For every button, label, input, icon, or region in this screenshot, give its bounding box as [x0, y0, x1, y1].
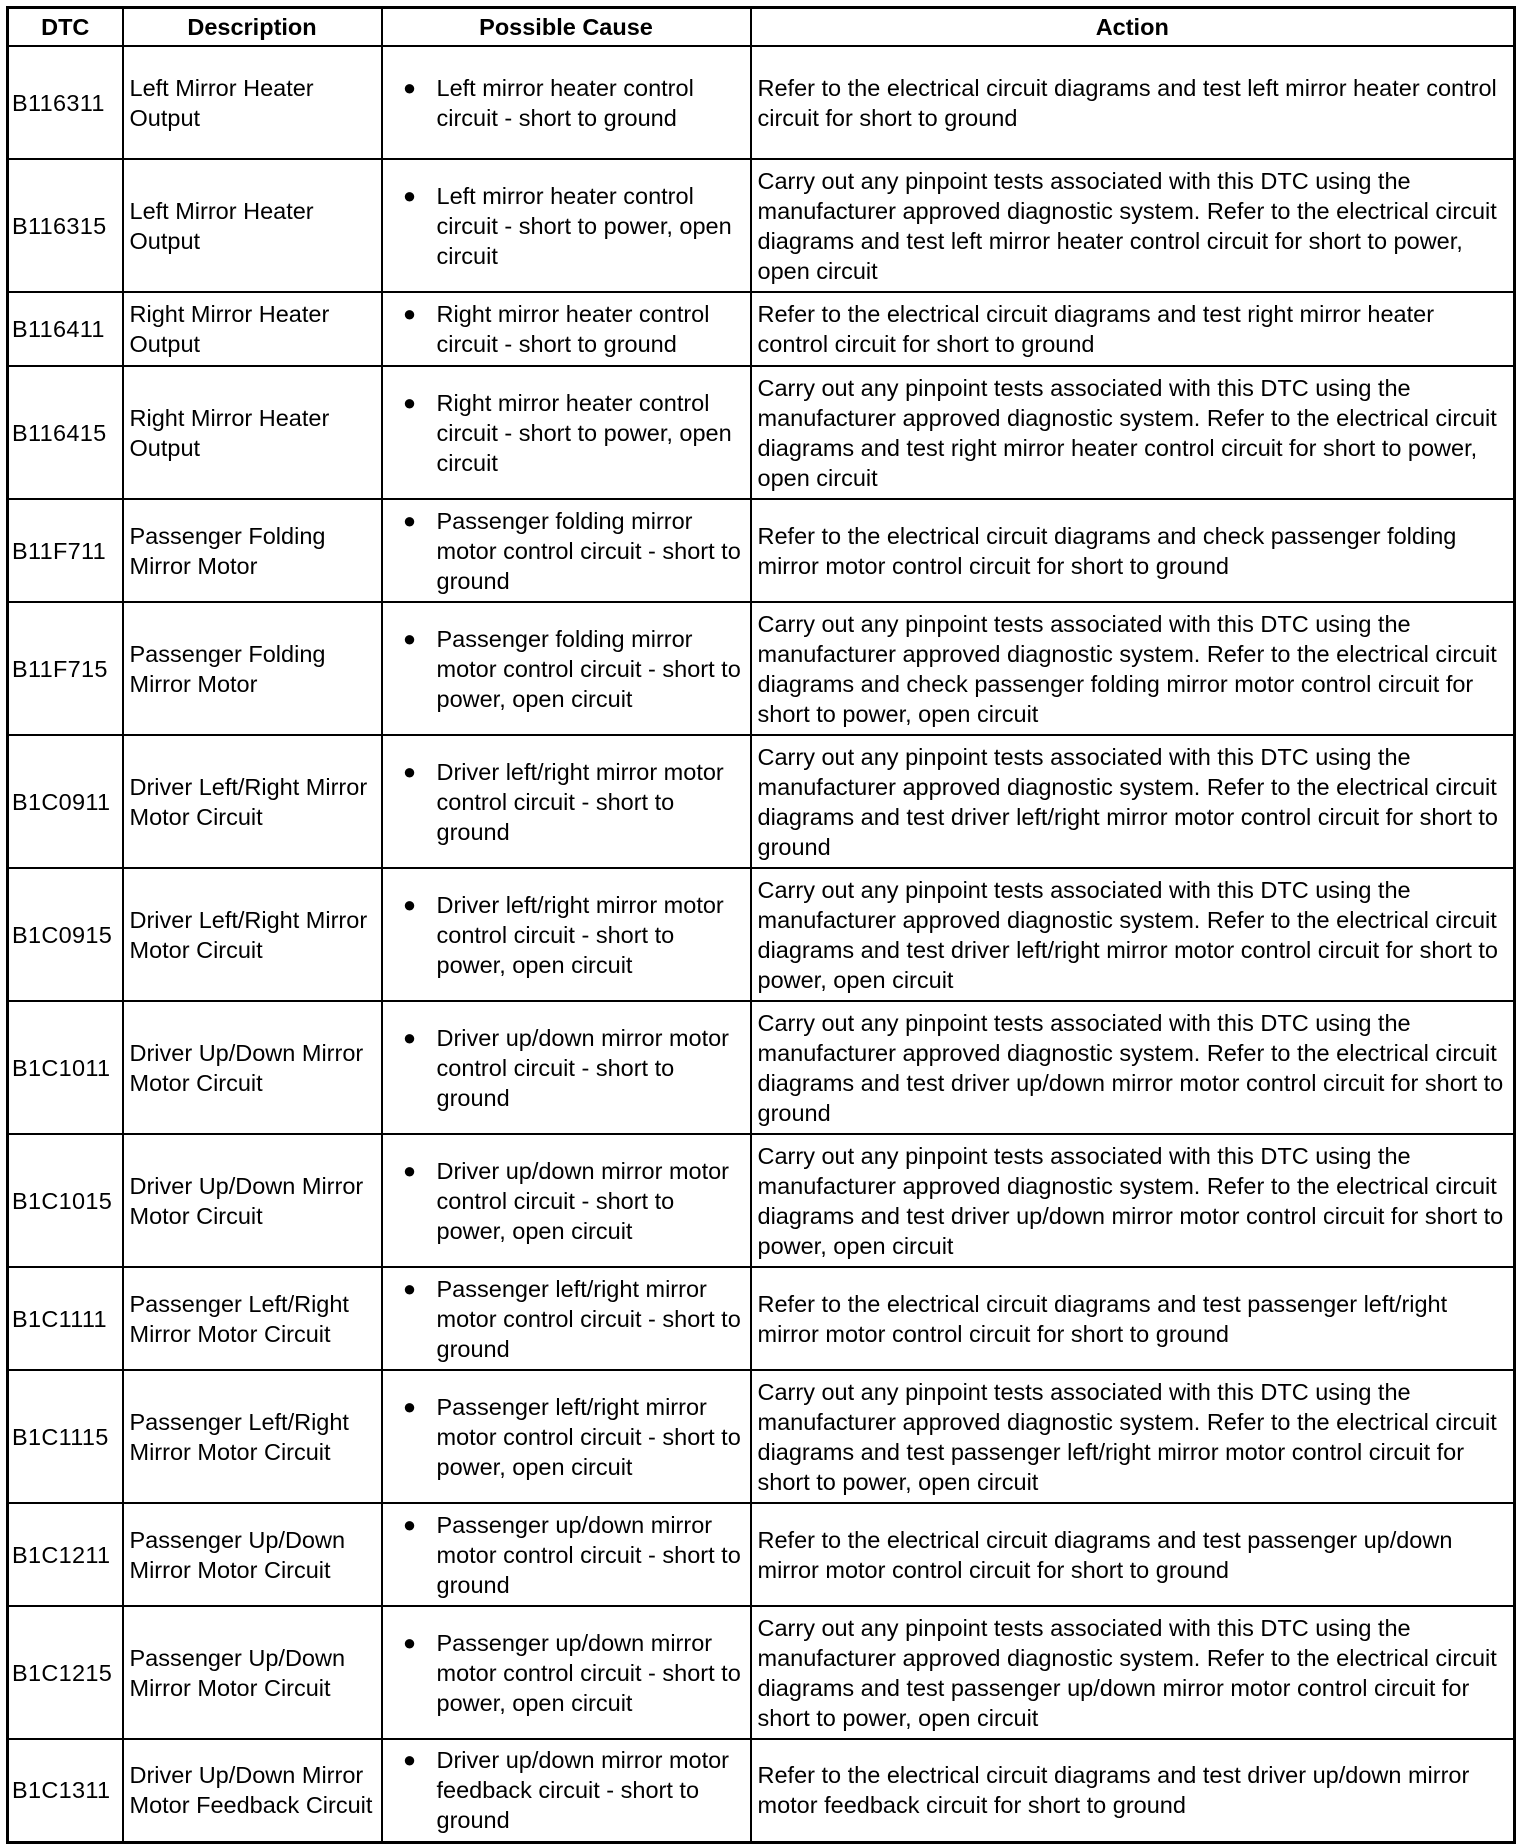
bullet-icon: ●	[402, 74, 417, 100]
action-text: Refer to the electrical circuit diagrams and test right mirror heater control circuit for short to ground	[751, 292, 1515, 366]
bullet-icon: ●	[402, 1511, 417, 1537]
dtc-code: B116411	[8, 292, 123, 366]
cause-text: Left mirror heater control circuit - short to power, open circuit	[436, 182, 732, 269]
dtc-code: B1C0915	[8, 868, 123, 1001]
action-text: Carry out any pinpoint tests associated with this DTC using the manufacturer approved diagnostic system. Refer to the electrical circuit diagrams and test driver up/down mirror motor control circuit for short to power, open circuit	[751, 1134, 1515, 1267]
possible-cause	[382, 868, 751, 1001]
bullet-icon: ●	[402, 1157, 417, 1183]
action-text: Refer to the electrical circuit diagrams and test driver up/down mirror motor feedback circuit for short to ground	[751, 1739, 1515, 1842]
table-body	[8, 46, 1515, 1842]
table-row	[8, 1001, 1515, 1134]
cause-text: Passenger left/right mirror motor control circuit - short to ground	[436, 1275, 741, 1362]
bullet-icon: ●	[402, 625, 417, 651]
bullet-icon: ●	[402, 891, 417, 917]
dtc-code: B116311	[8, 46, 123, 159]
action-text: Refer to the electrical circuit diagrams and test passenger up/down mirror motor control circuit for short to ground	[751, 1503, 1515, 1606]
action-text: Carry out any pinpoint tests associated with this DTC using the manufacturer approved diagnostic system. Refer to the electrical circuit diagrams and test driver left/right mirror motor control circuit for short to ground	[751, 735, 1515, 868]
dtc-description: Driver Up/Down Mirror Motor Circuit	[123, 1001, 382, 1134]
dtc-description: Passenger Folding Mirror Motor	[123, 499, 382, 602]
dtc-description: Driver Up/Down Mirror Motor Circuit	[123, 1134, 382, 1267]
cause-text: Passenger up/down mirror motor control circuit - short to power, open circuit	[436, 1629, 741, 1716]
cause-text: Right mirror heater control circuit - short to power, open circuit	[436, 389, 732, 476]
possible-cause	[382, 1370, 751, 1503]
action-text: Carry out any pinpoint tests associated with this DTC using the manufacturer approved diagnostic system. Refer to the electrical circuit diagrams and test passenger up/down mirror motor control circuit for short to power, open circuit	[751, 1606, 1515, 1739]
table-row	[8, 1370, 1515, 1503]
bullet-icon: ●	[402, 1629, 417, 1655]
dtc-code: B116415	[8, 366, 123, 499]
header-description: Description	[123, 8, 382, 47]
table-row	[8, 1606, 1515, 1739]
header-row	[8, 8, 1515, 47]
bullet-icon: ●	[402, 1275, 417, 1301]
possible-cause	[382, 1739, 751, 1842]
dtc-description: Driver Left/Right Mirror Motor Circuit	[123, 735, 382, 868]
header-dtc: DTC	[8, 8, 123, 47]
cause-text: Driver left/right mirror motor control circuit - short to power, open circuit	[436, 891, 724, 978]
table-row	[8, 1134, 1515, 1267]
dtc-description: Driver Left/Right Mirror Motor Circuit	[123, 868, 382, 1001]
action-text: Carry out any pinpoint tests associated with this DTC using the manufacturer approved diagnostic system. Refer to the electrical circuit diagrams and test left mirror heater control circuit for short to power, open circuit	[751, 159, 1515, 292]
table-row	[8, 735, 1515, 868]
cause-text: Driver up/down mirror motor control circuit - short to ground	[436, 1024, 730, 1111]
action-text: Carry out any pinpoint tests associated with this DTC using the manufacturer approved diagnostic system. Refer to the electrical circuit diagrams and check passenger folding mirror motor control circuit for short to power, open circuit	[751, 602, 1515, 735]
header-action: Action	[751, 8, 1515, 47]
action-text: Carry out any pinpoint tests associated with this DTC using the manufacturer approved diagnostic system. Refer to the electrical circuit diagrams and test driver left/right mirror motor control circuit for short to power, open circuit	[751, 868, 1515, 1001]
possible-cause	[382, 366, 751, 499]
possible-cause	[382, 1267, 751, 1370]
cause-text: Driver up/down mirror motor control circuit - short to power, open circuit	[436, 1157, 730, 1244]
dtc-description: Passenger Folding Mirror Motor	[123, 602, 382, 735]
action-text: Carry out any pinpoint tests associated with this DTC using the manufacturer approved diagnostic system. Refer to the electrical circuit diagrams and test driver up/down mirror motor control circuit for short to ground	[751, 1001, 1515, 1134]
table-header	[8, 8, 1515, 47]
action-text: Refer to the electrical circuit diagrams and test passenger left/right mirror motor control circuit for short to ground	[751, 1267, 1515, 1370]
dtc-code: B1C1215	[8, 1606, 123, 1739]
cause-text: Left mirror heater control circuit - short to ground	[436, 74, 694, 131]
table-row	[8, 366, 1515, 499]
cause-text: Passenger left/right mirror motor control circuit - short to power, open circuit	[436, 1393, 741, 1480]
possible-cause	[382, 499, 751, 602]
dtc-description: Passenger Up/Down Mirror Motor Circuit	[123, 1606, 382, 1739]
cause-text: Passenger up/down mirror motor control circuit - short to ground	[436, 1511, 741, 1598]
possible-cause	[382, 292, 751, 366]
cause-text: Passenger folding mirror motor control circuit - short to power, open circuit	[436, 625, 741, 712]
action-text: Refer to the electrical circuit diagrams and test left mirror heater control circuit for short to ground	[751, 46, 1515, 159]
possible-cause	[382, 1606, 751, 1739]
possible-cause	[382, 602, 751, 735]
table-row	[8, 1503, 1515, 1606]
possible-cause	[382, 1001, 751, 1134]
dtc-code: B1C1111	[8, 1267, 123, 1370]
header-possible-cause: Possible Cause	[382, 8, 751, 47]
dtc-description: Right Mirror Heater Output	[123, 366, 382, 499]
bullet-icon: ●	[402, 182, 417, 208]
possible-cause	[382, 159, 751, 292]
possible-cause	[382, 735, 751, 868]
table-row	[8, 292, 1515, 366]
bullet-icon: ●	[402, 1024, 417, 1050]
dtc-description: Passenger Up/Down Mirror Motor Circuit	[123, 1503, 382, 1606]
table-row	[8, 1267, 1515, 1370]
action-text: Refer to the electrical circuit diagrams and check passenger folding mirror motor control circuit for short to ground	[751, 499, 1515, 602]
action-text: Carry out any pinpoint tests associated with this DTC using the manufacturer approved diagnostic system. Refer to the electrical circuit diagrams and test passenger left/right mirror motor control circuit for short to power, open circuit	[751, 1370, 1515, 1503]
dtc-code: B1C1011	[8, 1001, 123, 1134]
dtc-code: B11F715	[8, 602, 123, 735]
dtc-code: B1C1311	[8, 1739, 123, 1842]
cause-text: Right mirror heater control circuit - short to ground	[436, 301, 710, 357]
dtc-description: Left Mirror Heater Output	[123, 159, 382, 292]
possible-cause	[382, 46, 751, 159]
dtc-description: Passenger Left/Right Mirror Motor Circuit	[123, 1267, 382, 1370]
cause-text: Driver left/right mirror motor control circuit - short to ground	[436, 758, 724, 845]
cause-text: Driver up/down mirror motor feedback circuit - short to ground	[436, 1747, 730, 1834]
dtc-description: Left Mirror Heater Output	[123, 46, 382, 159]
cause-text: Passenger folding mirror motor control circuit - short to ground	[436, 507, 741, 594]
bullet-icon: ●	[402, 301, 417, 326]
table-row	[8, 159, 1515, 292]
bullet-icon: ●	[402, 507, 417, 533]
action-text: Carry out any pinpoint tests associated with this DTC using the manufacturer approved diagnostic system. Refer to the electrical circuit diagrams and test right mirror heater control circuit for short to power, open circuit	[751, 366, 1515, 499]
table-row	[8, 868, 1515, 1001]
dtc-code: B11F711	[8, 499, 123, 602]
dtc-description: Passenger Left/Right Mirror Motor Circuit	[123, 1370, 382, 1503]
bullet-icon: ●	[402, 389, 417, 415]
dtc-description: Right Mirror Heater Output	[123, 292, 382, 366]
dtc-code: B1C1211	[8, 1503, 123, 1606]
table-row	[8, 499, 1515, 602]
possible-cause	[382, 1503, 751, 1606]
dtc-description: Driver Up/Down Mirror Motor Feedback Circuit	[123, 1739, 382, 1842]
possible-cause	[382, 1134, 751, 1267]
dtc-code: B116315	[8, 159, 123, 292]
bullet-icon: ●	[402, 1747, 417, 1773]
dtc-code: B1C1015	[8, 1134, 123, 1267]
bullet-icon: ●	[402, 1393, 417, 1419]
dtc-code: B1C0911	[8, 735, 123, 868]
dtc-table	[6, 6, 1516, 1844]
dtc-code: B1C1115	[8, 1370, 123, 1503]
table-row	[8, 602, 1515, 735]
table-row	[8, 46, 1515, 159]
table-row	[8, 1739, 1515, 1842]
bullet-icon: ●	[402, 758, 417, 784]
